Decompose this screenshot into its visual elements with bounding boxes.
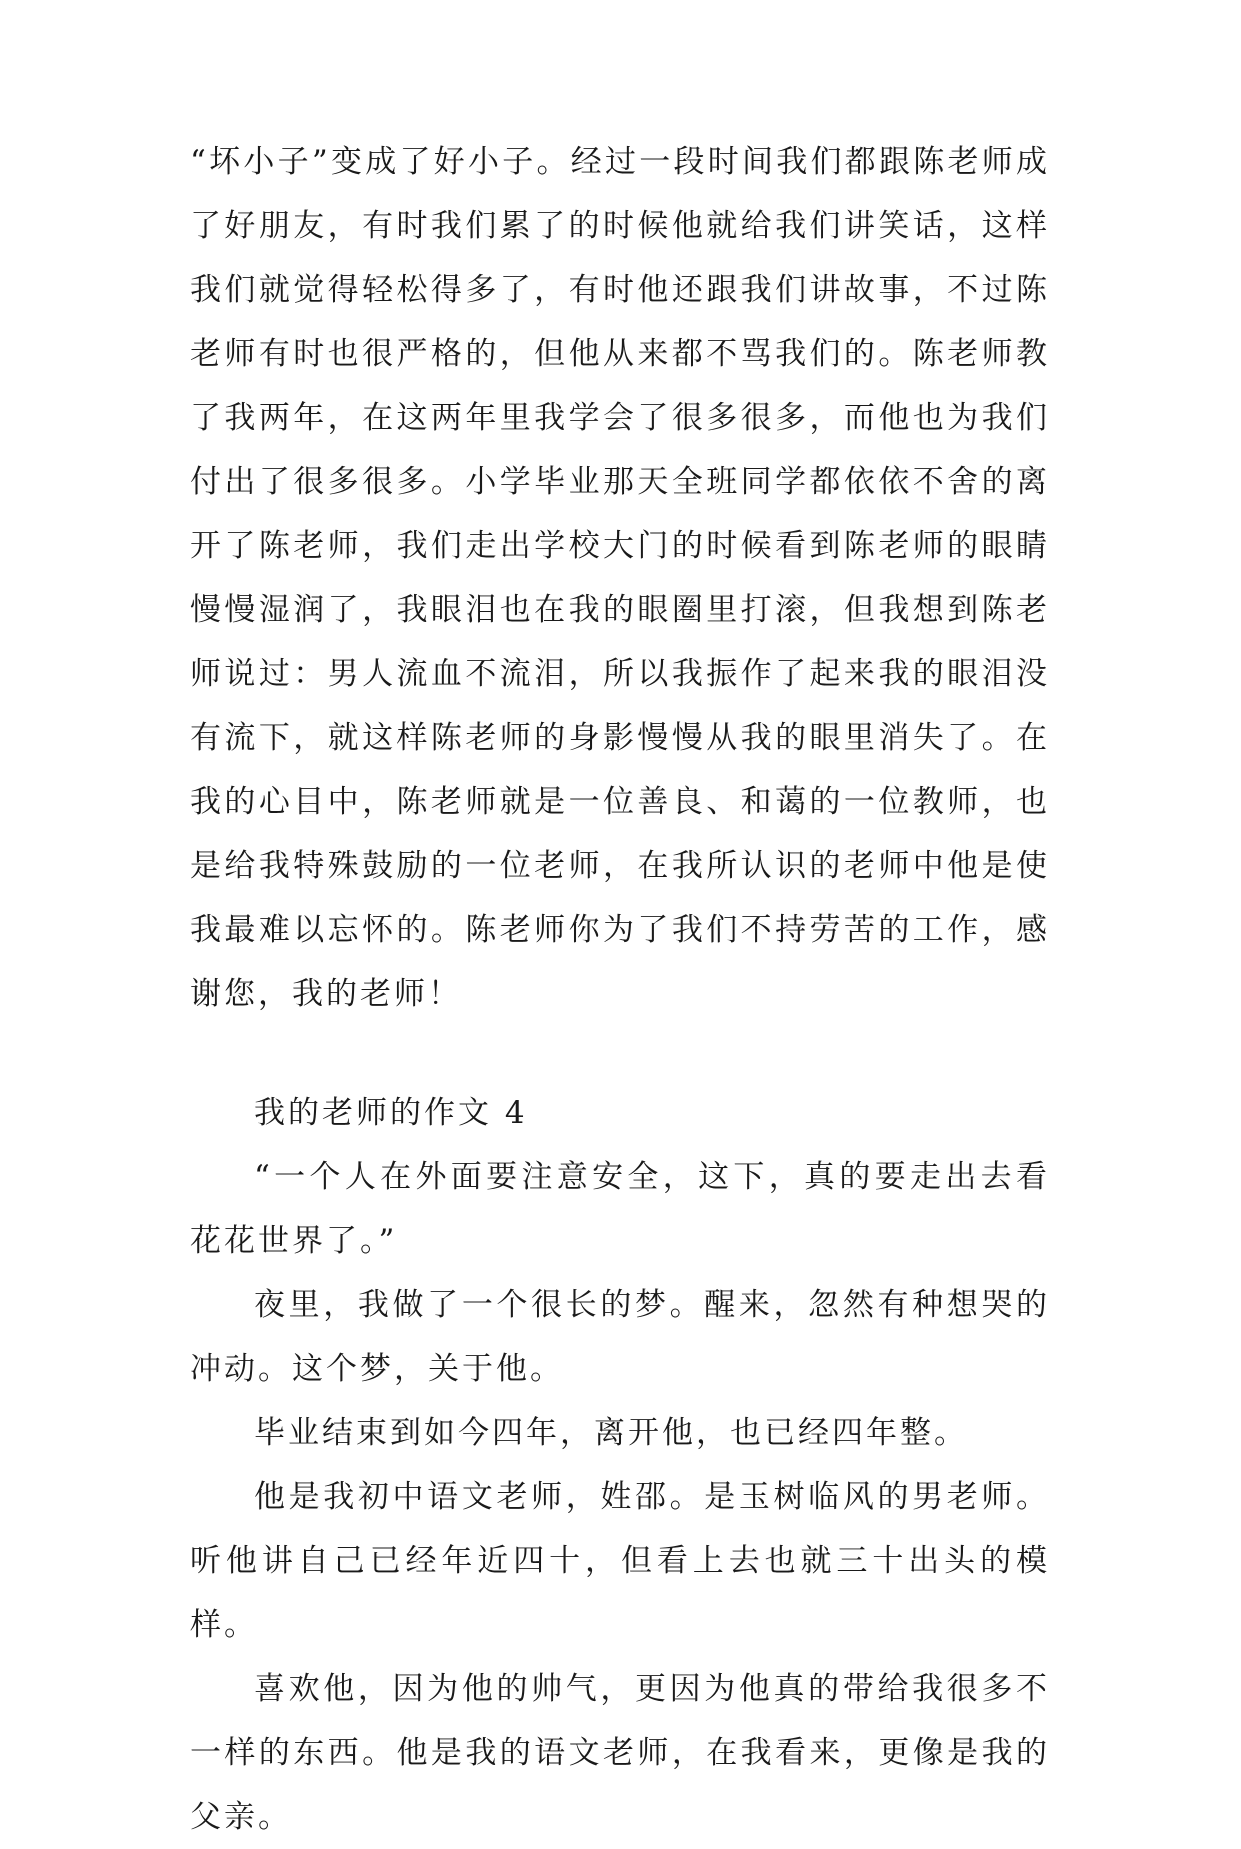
paragraph-4: 他是我初中语文老师，姓邵。是玉树临风的男老师。听他讲自己已经年近四十，但看上去也就三十出头的模样。 [190,1479,1050,1643]
document-body [190,130,1050,1849]
continuation-paragraph: “坏小子”变成了好小子。经过一段时间我们都跟陈老师成了好朋友，有时我们累了的时候他就给我们讲笑话，这样我们就觉得轻松得多了，有时他还跟我们讲故事，不过陈老师有时也很严格的，但他从来都不骂我们的。陈老师教了我两年，在这两年里我学会了很多很多，而他也为我们付出了很多很多。小学毕业那天全班同学都依依不舍的离开了陈老师，我们走出学校大门的时候看到陈老师的眼睛慢慢湿润了，我眼泪也在我的眼圈里打滚，但我想到陈老师说过：男人流血不流泪，所以我振作了起来我的眼泪没有流下，就这样陈老师的身影慢慢从我的眼里消失了。在我的心目中，陈老师就是一位善良、和蔼的一位教师，也是给我特殊鼓励的一位老师，在我所认识的老师中他是使我最难以忘怀的。陈老师你为了我们不持劳苦的工作，感谢您，我的老师！ [190,144,1050,1012]
paragraph-3: 毕业结束到如今四年，离开他，也已经四年整。 [254,1415,968,1451]
paragraph-2: 夜里，我做了一个很长的梦。醒来，忽然有种想哭的冲动。这个梦，关于他。 [190,1287,1050,1387]
paragraph-1: “一个人在外面要注意安全，这下，真的要走出去看花花世界了。” [190,1159,1050,1259]
paragraph-5: 喜欢他，因为他的帅气，更因为他真的带给我很多不一样的东西。他是我的语文老师，在我看来，更像是我的父亲。 [190,1671,1050,1835]
section-title: 我的老师的作文 4 [254,1095,528,1131]
